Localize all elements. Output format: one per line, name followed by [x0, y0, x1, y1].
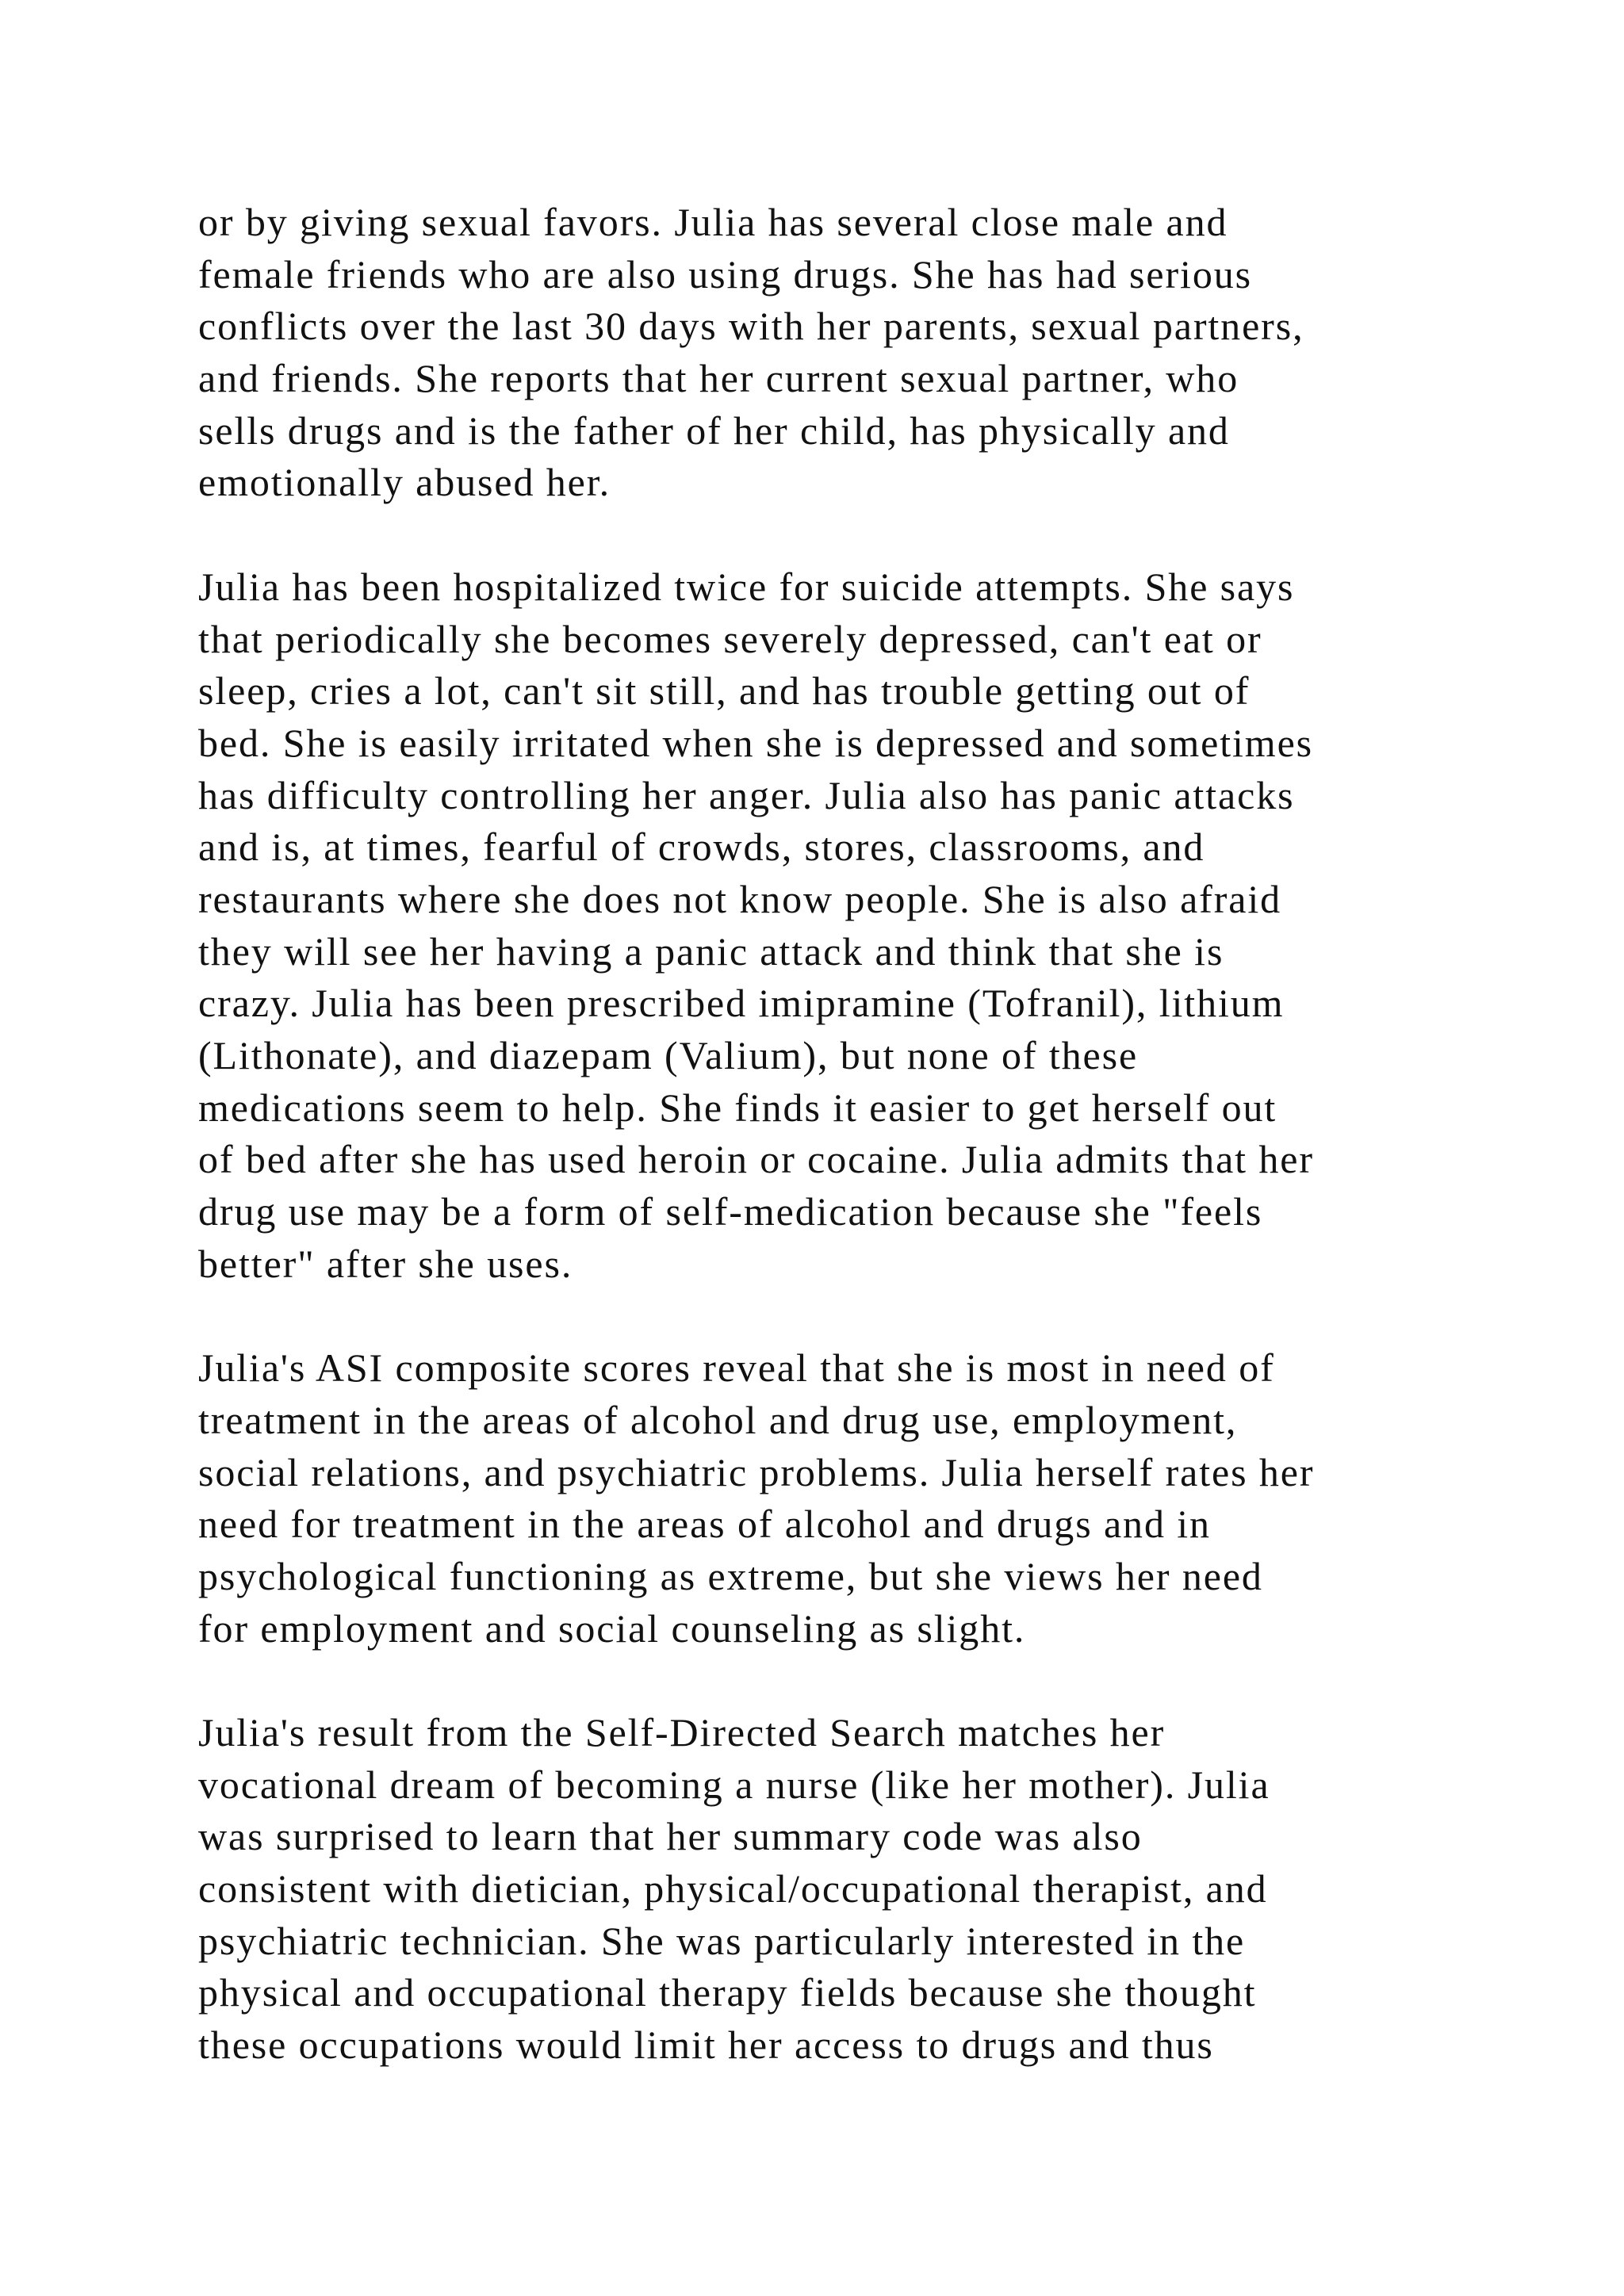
text-line: conflicts over the last 30 days with her parents, sexual partners, — [198, 304, 1304, 349]
text-line: female friends who are also using drugs. She has had serious — [198, 251, 1252, 297]
text-line: need for treatment in the areas of alcohol and drugs and in — [198, 1502, 1211, 1547]
text-line: was surprised to learn that her summary code was also — [198, 1814, 1143, 1859]
text-line: drug use may be a form of self-medication because she "feels — [198, 1189, 1263, 1234]
text-line: that periodically she becomes severely depressed, can't eat or — [198, 616, 1262, 661]
text-line: emotionally abused her. — [198, 460, 611, 505]
text-line: social relations, and psychiatric problems. Julia herself rates her — [198, 1449, 1315, 1494]
text-line: and friends. She reports that her current sexual partner, who — [198, 356, 1239, 401]
text-line: vocational dream of becoming a nurse (like her mother). Julia — [198, 1762, 1270, 1807]
text-line: for employment and social counseling as slight. — [198, 1605, 1026, 1651]
text-line: these occupations would limit her access to drugs and thus — [198, 2022, 1214, 2068]
text-line: of bed after she has used heroin or cocaine. Julia admits that her — [198, 1137, 1314, 1182]
paragraph — [198, 1707, 1507, 2072]
text-line: bed. She is easily irritated when she is depressed and sometimes — [198, 720, 1314, 765]
text-line: psychiatric technician. She was particularly interested in the — [198, 1918, 1246, 1963]
text-line: consistent with dietician, physical/occupational therapist, and — [198, 1866, 1268, 1911]
text-line: restaurants where she does not know people. She is also afraid — [198, 876, 1282, 921]
text-line: or by giving sexual favors. Julia has several close male and — [198, 200, 1228, 244]
text-line: treatment in the areas of alcohol and drug use, employment, — [198, 1397, 1238, 1442]
text-line: psychological functioning as extreme, but she views her need — [198, 1553, 1263, 1598]
text-line: has difficulty controlling her anger. Julia also has panic attacks — [198, 772, 1295, 817]
text-line: they will see her having a panic attack and think that she is — [198, 928, 1224, 974]
text-line: medications seem to help. She finds it easier to get herself out — [198, 1085, 1277, 1130]
text-line: sells drugs and is the father of her child, has physically and — [198, 408, 1230, 453]
text-line: and is, at times, fearful of crowds, stores, classrooms, and — [198, 825, 1205, 870]
text-line: sleep, cries a lot, can't sit still, and has trouble getting out of — [198, 668, 1251, 714]
text-line: (Lithonate), and diazepam (Valium), but none of these — [198, 1033, 1139, 1077]
document-body — [198, 197, 1507, 2123]
text-line: better" after she uses. — [198, 1241, 573, 1286]
text-line: physical and occupational therapy fields because she thought — [198, 1970, 1257, 2015]
text-line: Julia's ASI composite scores reveal that she is most in need of — [198, 1345, 1275, 1391]
paragraph — [198, 561, 1507, 1291]
text-line: Julia's result from the Self-Directed Search matches her — [198, 1709, 1166, 1755]
paragraph — [198, 197, 1507, 509]
paragraph — [198, 1342, 1507, 1655]
text-line: Julia has been hospitalized twice for suicide attempts. She says — [198, 564, 1295, 609]
text-line: crazy. Julia has been prescribed imipramine (Tofranil), lithium — [198, 981, 1285, 1026]
